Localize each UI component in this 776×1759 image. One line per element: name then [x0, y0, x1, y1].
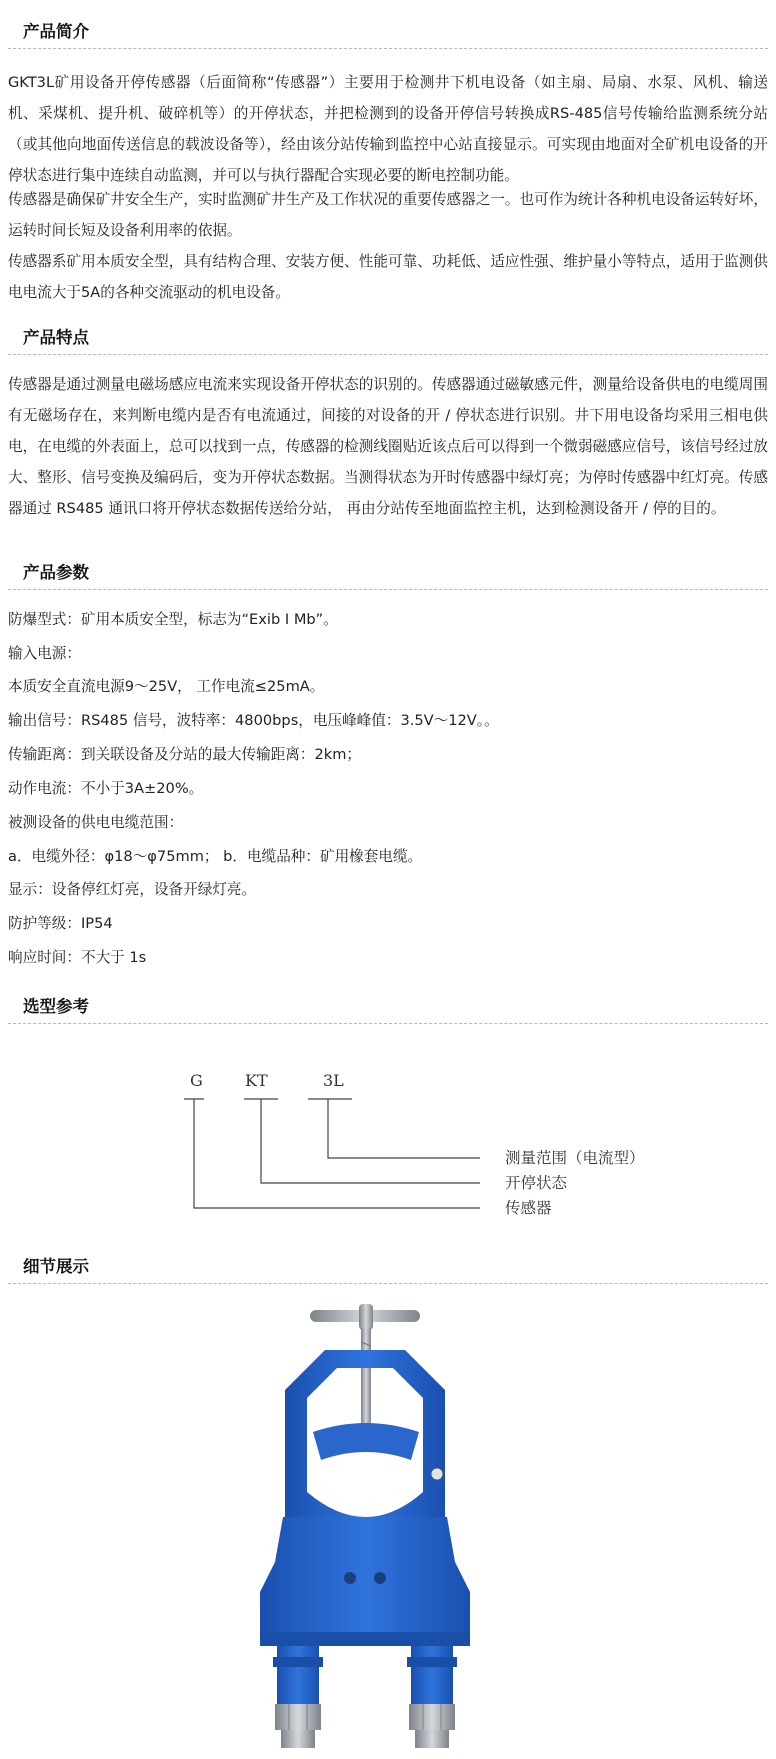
product-photo: [255, 1302, 525, 1759]
param-response-time: 响应时间：不大于 1s: [8, 949, 147, 966]
intro-title: 产品简介: [23, 22, 89, 41]
body-base-lip: [260, 1632, 470, 1646]
label-measure-range: 测量范围（电流型）: [505, 1149, 645, 1167]
label-sensor: 传感器: [505, 1199, 552, 1217]
details-divider: [8, 1283, 768, 1284]
param-action-current: 动作电流：不小于3A±20%。: [8, 780, 204, 797]
features-paragraph: 传感器是通过测量电磁场感应电流来实现设备开停状态的识别的。传感器通过磁敏感元件，测量给设备供电的电缆周围有无磁场存在，来判断电缆内是否有电流通过，间接的对设备的开 / 停状态进行识别。井下用电设备均采用三相电供电，在电缆的外表面上，总可以找到一点，传感器的检测线圈贴近该点后可以得到一个微弱磁感应信号，该信号经过放大、整形、信号变换及编码后，变为开停状态数据。当测得状态为开时传感器中绿灯亮；为停时传感器中红灯亮。传感器通过 RS485 通讯口将开停状态数据传送给分站， 再由分站传至地面监控主机，达到检测设备开 / 停的目的。: [8, 376, 768, 517]
code-3l: 3L: [323, 1071, 344, 1090]
gland-nut-right: [409, 1704, 455, 1730]
selection-divider: [8, 1023, 768, 1024]
gland-nut-left: [275, 1704, 321, 1730]
code-g: G: [190, 1071, 203, 1090]
param-output-signal: 输出信号：RS485 信号，波特率：4800bps，电压峰峰值：3.5V～12V。。: [8, 712, 499, 729]
sensor-body: [260, 1517, 470, 1642]
param-input-power: 输入电源：: [8, 645, 81, 662]
cable-gland-right: [411, 1646, 453, 1704]
label-on-off-state: 开停状态: [505, 1174, 568, 1192]
section-title-params: [0, 561, 776, 591]
param-power-supply: 本质安全直流电源9～25V， 工作电流≤25mA。: [8, 678, 325, 695]
section-title-details: [0, 1255, 776, 1285]
section-title-intro: [0, 20, 776, 50]
param-explosion-proof: 防爆型式：矿用本质安全型，标志为“Exib I Mb”。: [8, 611, 338, 628]
leader-line-g: [194, 1099, 480, 1208]
indicator-led-left: [344, 1572, 356, 1584]
params-divider: [8, 589, 768, 590]
params-title: 产品参数: [23, 563, 89, 582]
intro-paragraph-2: 传感器是确保矿井安全生产，实时监测矿井生产及工作状况的重要传感器之一。也可作为统计各种机电设备运转好坏，运转时间长短及设备利用率的依据。: [8, 191, 768, 239]
leader-line-kt: [261, 1099, 480, 1183]
code-kt: KT: [245, 1071, 268, 1090]
intro-paragraph-1: GKT3L矿用设备开停传感器（后面简称“传感器”）主要用于检测井下机电设备（如主扇、局扇、水泵、风机、输送机、采煤机、提升机、破碎机等）的开停状态，并把检测到的设备开停信号转换成RS-485信号传输给监测系统分站（或其他向地面传送信息的载波设备等），经由该分站传输到监控中心站直接显示。可实现由地面对全矿机电设备的开停状态进行集中连续自动监测，并可以与执行器配合实现必要的断电控制功能。: [8, 74, 768, 184]
selection-title: 选型参考: [23, 997, 89, 1016]
section-title-features: [0, 326, 776, 356]
features-divider: [8, 354, 768, 355]
indicator-led-right: [374, 1572, 386, 1584]
details-title: 细节展示: [23, 1257, 89, 1276]
cable-gland-left: [277, 1646, 319, 1704]
leader-line-3l: [328, 1099, 480, 1158]
features-title: 产品特点: [23, 328, 89, 347]
param-cable-range: 被测设备的供电电缆范围：: [8, 814, 184, 831]
param-cable-spec: a．电缆外径：φ18～φ75mm； b．电缆品种：矿用橡套电缆。: [8, 848, 423, 865]
model-code-diagram: [160, 1062, 680, 1242]
t-handle-hub: [359, 1304, 373, 1330]
section-title-selection: [0, 995, 776, 1025]
side-screw: [431, 1468, 443, 1480]
param-protection-level: 防护等级：IP54: [8, 915, 113, 932]
intro-divider: [8, 48, 768, 49]
param-display: 显示：设备停红灯亮，设备开绿灯亮。: [8, 881, 257, 898]
intro-paragraph-3: 传感器系矿用本质安全型，具有结构合理、安装方便、性能可靠、功耗低、适应性强、维护量小等特点，适用于监测供电电流大于5A的各种交流驱动的机电设备。: [8, 253, 768, 301]
param-transmission-distance: 传输距离：到关联设备及分站的最大传输距离：2km；: [8, 746, 362, 763]
